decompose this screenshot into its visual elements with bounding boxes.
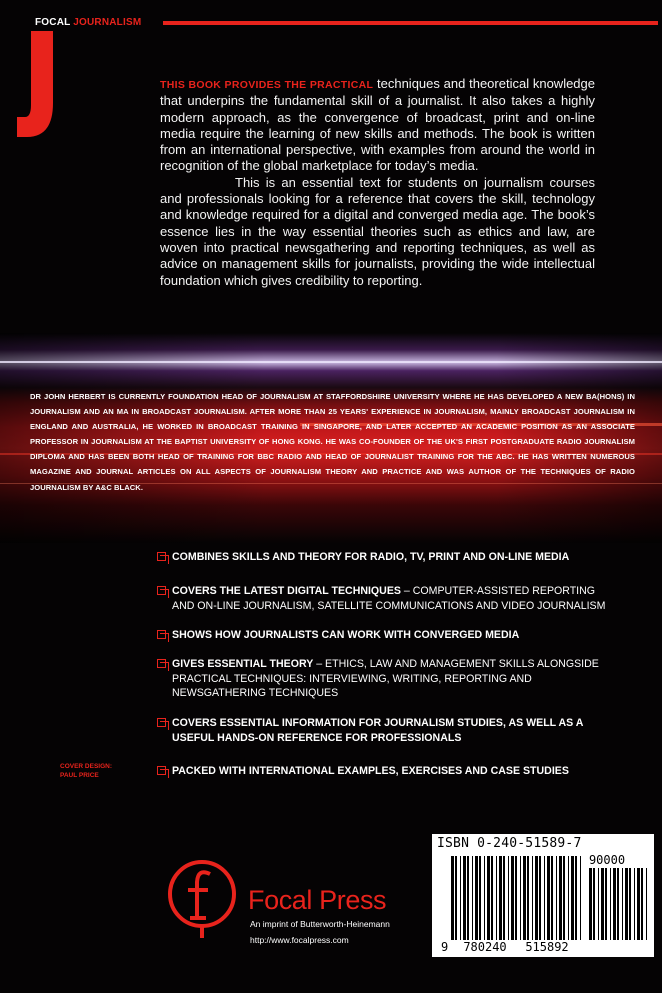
barcode-bar — [637, 868, 640, 940]
focal-press-logo-icon — [166, 856, 238, 939]
barcode-bar — [559, 856, 562, 940]
j-logo-icon — [15, 31, 55, 139]
barcode-price-code: 90000 — [588, 854, 626, 867]
feature-item: COMBINES SKILLS AND THEORY FOR RADIO, TV, PRINT AND ON-LINE MEDIA — [157, 550, 617, 565]
description-p2: This is an essential text for students on journalism courses and professionals looking for a reference that covers the skill, technology and knowledge required for a digital and converged media age. The book’s essence lies in the way essential theories such as ethics and law, are woven into practical newsgathering and reporting techniques, as well as advice on management skills for journalists, providing the wide intellectual foundation which gives credibility to reporting. — [160, 174, 595, 288]
barcode — [437, 854, 649, 954]
barcode-bar — [487, 856, 490, 940]
description-text — [160, 76, 595, 289]
barcode-ean-left: 780240 — [463, 940, 507, 954]
barcode-bar — [532, 856, 533, 940]
barcode-bar — [568, 856, 569, 940]
barcode-ean-first: 9 — [441, 940, 449, 954]
publisher-name: Focal Press — [248, 885, 387, 915]
barcode-bar — [625, 868, 628, 940]
barcode-bar — [484, 856, 485, 940]
barcode-bar — [593, 868, 595, 940]
barcode-bar — [622, 868, 623, 940]
cover-design-credit: COVER DESIGN: PAUL PRICE — [60, 763, 113, 779]
barcode-bar — [527, 856, 529, 940]
series-rule — [163, 21, 658, 25]
bullet-box-icon — [157, 659, 166, 668]
barcode-bars-ean — [451, 856, 581, 940]
barcode-bar — [544, 856, 545, 940]
barcode-bar — [571, 856, 574, 940]
barcode-bar — [508, 856, 509, 940]
barcode-bar — [563, 856, 565, 940]
description-p1: techniques and theoretical knowledge that underpins the fundamental skill of a journalist. It also takes a highly modern approach, as the convergence of broadcast, print and on-line media require the learning of new skills and methods. The book is written from an international perspective, with examples from around the world in recognition of the global marketplace for today’s media. — [160, 76, 595, 174]
barcode-bar — [641, 868, 643, 940]
bullet-box-icon — [157, 630, 166, 639]
barcode-bar — [547, 856, 550, 940]
barcode-bar — [499, 856, 502, 940]
barcode-bar — [589, 868, 592, 940]
barcode-bar — [503, 856, 505, 940]
barcode-bar — [551, 856, 553, 940]
feature-item: PACKED WITH INTERNATIONAL EXAMPLES, EXERCISES AND CASE STUDIES — [157, 764, 617, 779]
feature-item: SHOWS HOW JOURNALISTS CAN WORK WITH CONVERGED MEDIA — [157, 628, 617, 643]
feature-item: COVERS ESSENTIAL INFORMATION FOR JOURNALISM STUDIES, AS WELL AS A USEFUL HANDS-ON REFERENCE FOR PROFESSIONALS — [157, 716, 617, 745]
barcode-bar — [523, 856, 526, 940]
barcode-bar — [455, 856, 457, 940]
barcode-bar — [463, 856, 466, 940]
barcode-bar — [520, 856, 521, 940]
barcode-bars-addon — [589, 868, 647, 940]
barcode-bar — [580, 856, 581, 940]
barcode-bar — [460, 856, 461, 940]
bullet-box-icon — [157, 552, 166, 561]
bullet-box-icon — [157, 586, 166, 595]
barcode-ean-right: 515892 — [525, 940, 569, 954]
bullet-box-icon — [157, 718, 166, 727]
barcode-bar — [515, 856, 517, 940]
barcode-bar — [467, 856, 469, 940]
barcode-bar — [511, 856, 514, 940]
barcode-bar — [605, 868, 607, 940]
barcode-bar — [472, 856, 473, 940]
series-label: FOCAL JOURNALISM — [35, 17, 142, 28]
barcode-bar — [598, 868, 599, 940]
publisher-imprint: An imprint of Butterworth-Heinemann — [250, 919, 390, 929]
barcode-bar — [575, 856, 577, 940]
isbn-text: ISBN 0-240-51589-7 — [437, 836, 582, 851]
barcode-bar — [539, 856, 541, 940]
bullet-box-icon — [157, 766, 166, 775]
feature-item: COVERS THE LATEST DIGITAL TECHNIQUES – COMPUTER-ASSISTED REPORTING AND ON-LINE JOURNALISM, SATELLITE COMMUNICATIONS AND VIDEO JOURNALISM — [157, 584, 617, 613]
barcode-bar — [646, 868, 647, 940]
barcode-bar — [479, 856, 481, 940]
feature-item: GIVES ESSENTIAL THEORY – ETHICS, LAW AND MANAGEMENT SKILLS ALONGSIDE PRACTICAL TECHNIQUES: INTERVIEWING, WRITING, REPORTING AND NEWSGATHERING TECHNIQUES — [157, 657, 617, 701]
barcode-bar — [496, 856, 497, 940]
barcode-bar — [610, 868, 611, 940]
barcode-bar — [535, 856, 538, 940]
barcode-bar — [617, 868, 619, 940]
barcode-bar — [475, 856, 478, 940]
author-bio: DR JOHN HERBERT IS CURRENTLY FOUNDATION HEAD OF JOURNALISM AT STAFFORDSHIRE UNIVERSITY WHERE HE HAS DEVELOPED A NEW BA(HONS) IN JOURNALISM AND AN MA IN BROADCAST JOURNALISM. AFTER MORE THAN 25 YEARS' EXPERIENCE IN JOURNALISM, MAINLY BROADCAST JOURNALISM IN ENGLAND AND AUSTRALIA, HE WORKED IN BROADCAST TRAINING IN SINGAPORE, AND LATER ACCEPTED AN ACADEMIC POSITION AS AN ASSOCIATE PROFESSOR IN JOURNALISM AT THE BAPTIST UNIVERSITY OF HONG KONG. HE WAS CO-FOUNDER OF THE UK'S FIRST POSTGRADUATE RADIO JOURNALISM DIPLOMA AND HAS BEEN BOTH HEAD OF TRAINING FOR BBC RADIO AND HEAD OF JOURNALIST TRAINING FOR THE ABC. HE HAS WRITTEN NUMEROUS MAGAZINE AND JOURNAL ARTICLES ON ALL ASPECTS OF JOURNALISM THEORY AND PRACTICE AND WAS AUTHOR OF THE TECHNIQUES OF RADIO JOURNALISM BY A&C BLACK. — [30, 392, 635, 492]
barcode-bar — [629, 868, 631, 940]
publisher-url[interactable]: http://www.focalpress.com — [250, 935, 349, 945]
barcode-bar — [451, 856, 454, 940]
barcode-bar — [491, 856, 493, 940]
description-lead: THIS BOOK PROVIDES THE PRACTICAL — [160, 79, 374, 91]
barcode-bar — [601, 868, 604, 940]
barcode-bar — [613, 868, 616, 940]
barcode-bar — [556, 856, 557, 940]
barcode-bar — [634, 868, 635, 940]
